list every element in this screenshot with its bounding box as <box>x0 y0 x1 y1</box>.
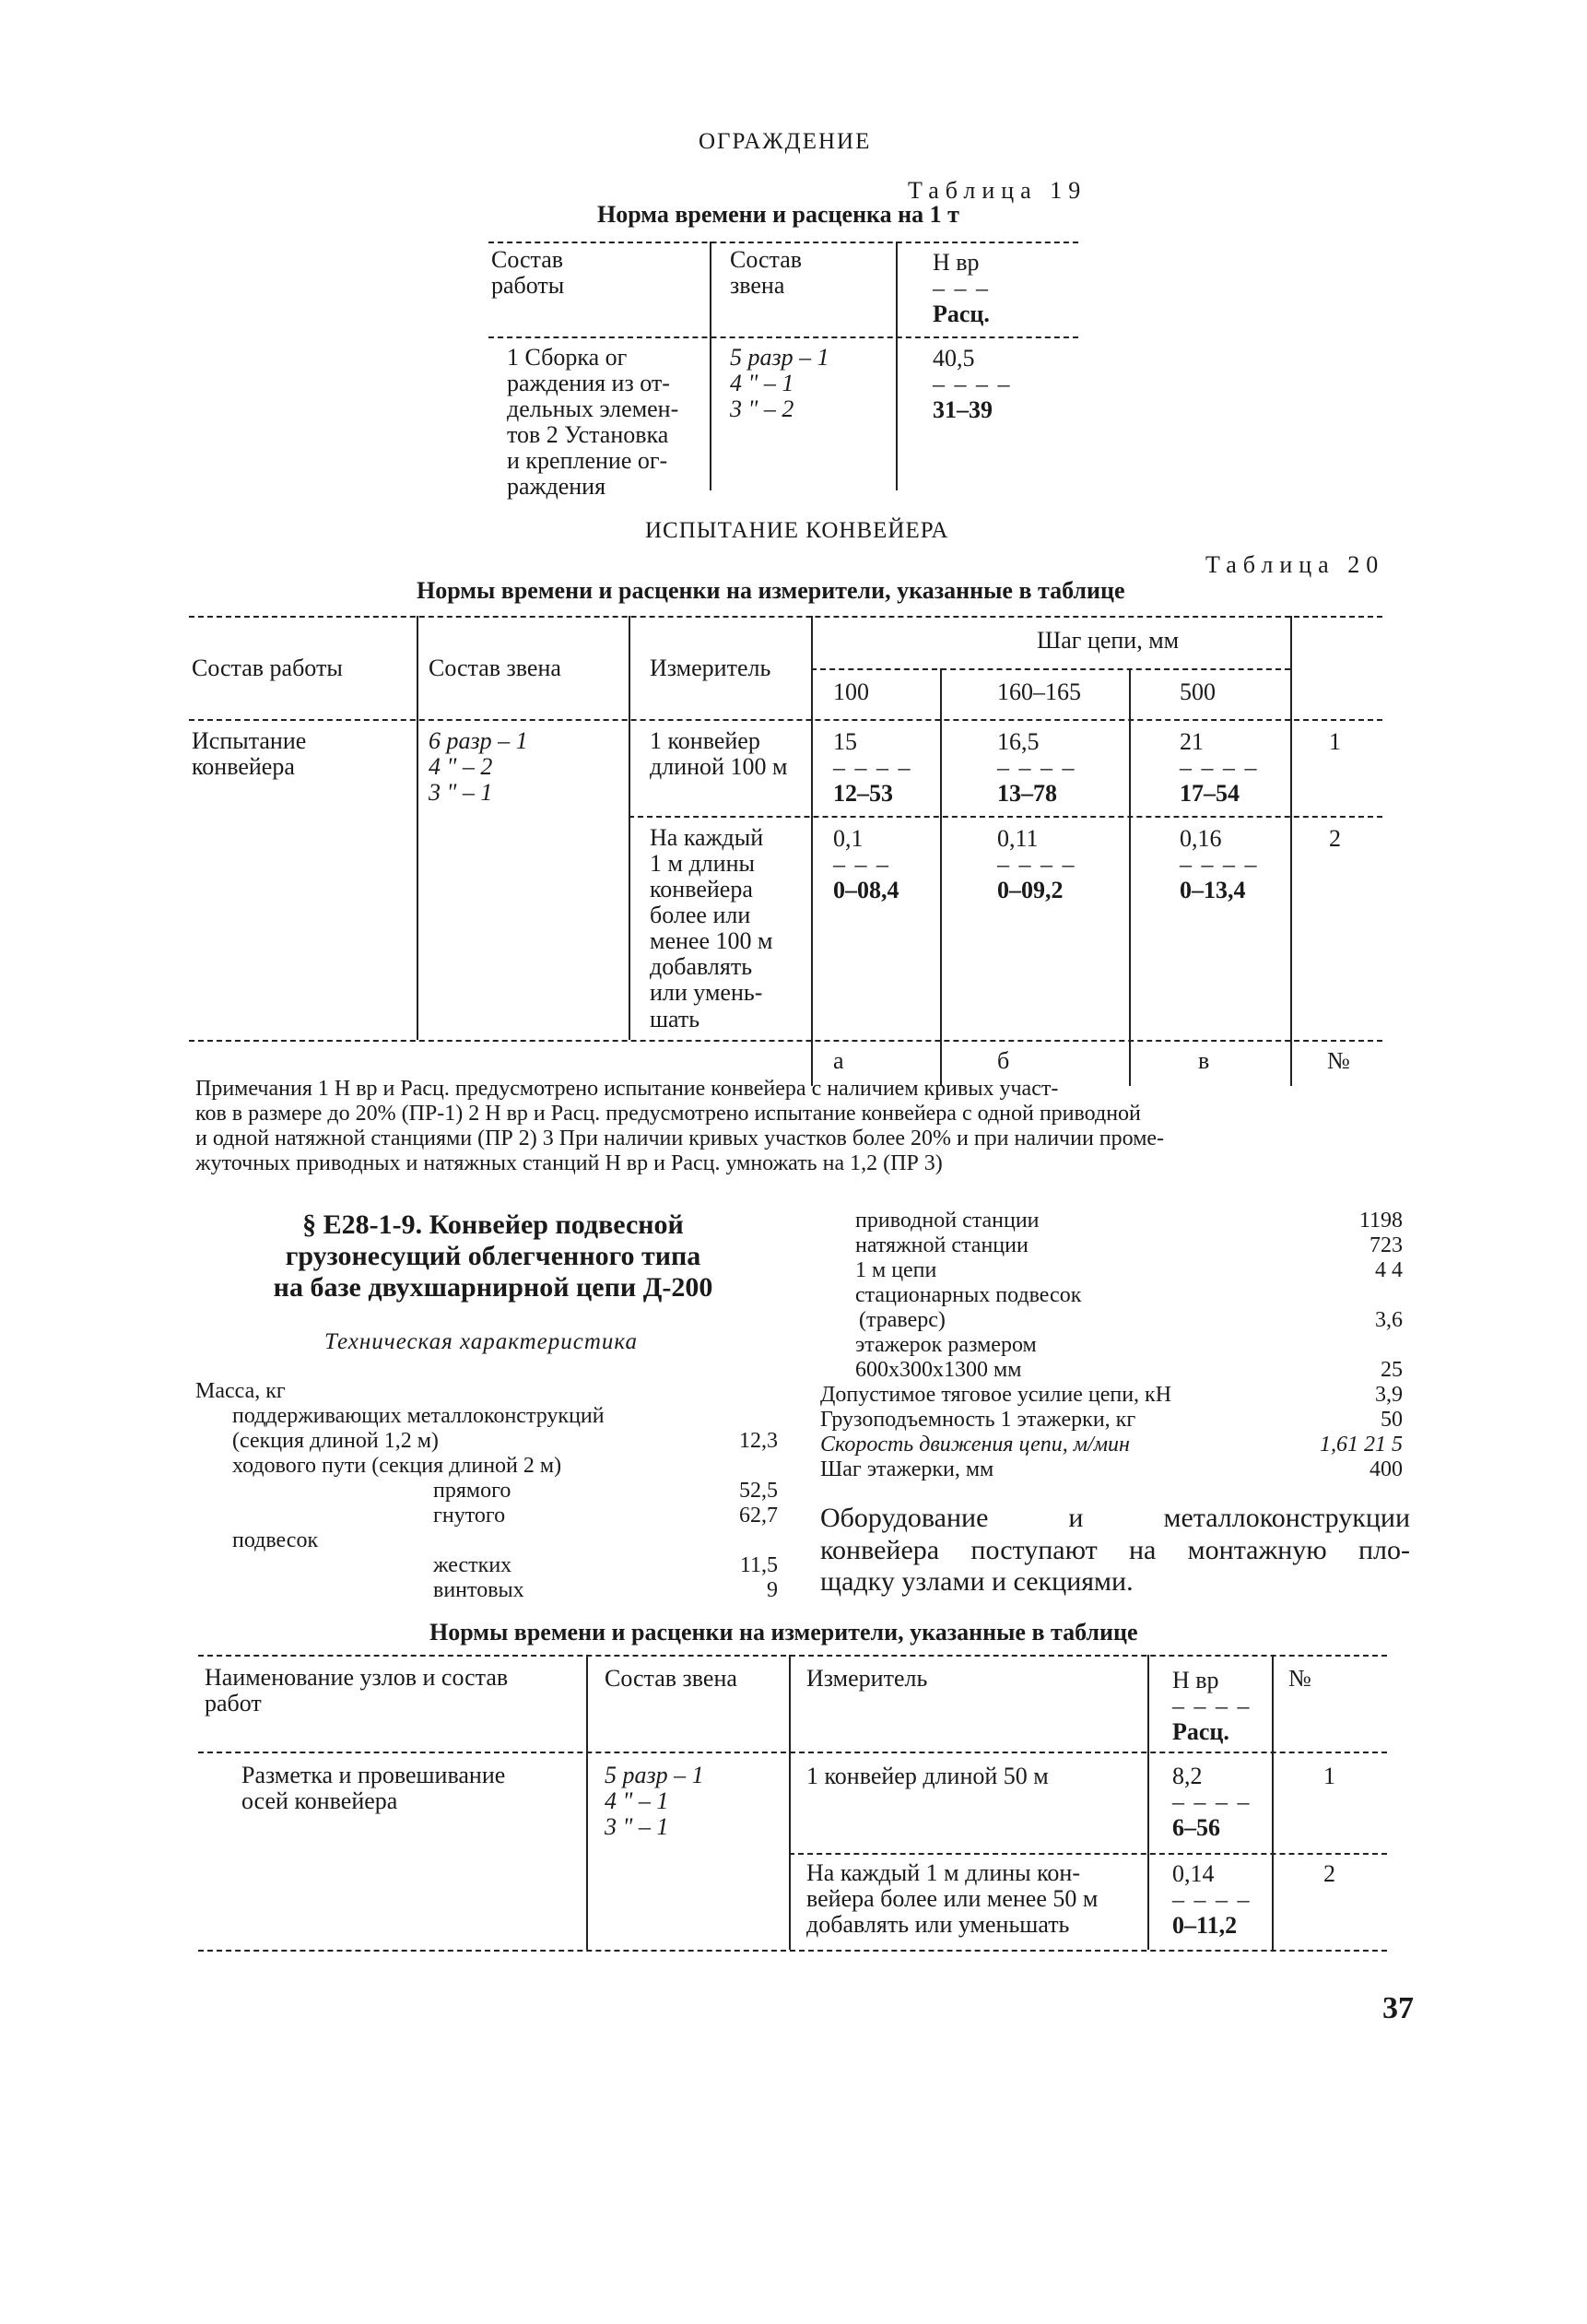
table-20-col-divider-6 <box>1290 616 1292 1086</box>
table-19-header-rule <box>488 336 1078 338</box>
table-19-rate-value: 31–39 <box>933 396 993 423</box>
table-20-row1-pitch100: 15 – – – – 12–53 <box>833 728 912 807</box>
spec-right-9-label: Скорость движения цепи, м/мин <box>820 1433 1130 1457</box>
table-20-pitch-160-165: 160–165 <box>997 678 1081 705</box>
spec-left-2-value: 12,3 <box>739 1429 778 1453</box>
table-19-row-values: 40,5 – – – – 31–39 <box>933 345 1012 423</box>
spec-left-3-label: ходового пути (секция длиной 2 м) <box>232 1454 562 1478</box>
table-20-row-rule <box>629 816 1382 818</box>
table-19-row-crew: 5 разр – 1 4 " – 1 3 " – 2 <box>730 344 829 423</box>
spec-right-7-value: 3,9 <box>1375 1383 1403 1407</box>
section-3-crew: 5 разр – 1 4 " – 1 3 " – 1 <box>605 1762 704 1841</box>
spec-right-7-label: Допустимое тяговое усилие цепи, кН <box>820 1383 1172 1407</box>
table-19-top-rule <box>488 242 1078 243</box>
section-3-header-number: № <box>1288 1665 1311 1692</box>
spec-right-2-label: 1 м цепи <box>855 1258 937 1282</box>
spec-left-8-label: винтовых <box>433 1578 524 1602</box>
table-20-row2-pitch500: 0,16 – – – – 0–13,4 <box>1180 825 1259 903</box>
section-3-table-divider-4 <box>1272 1655 1274 1950</box>
spec-right-5-label: этажерок размером <box>855 1333 1037 1357</box>
spec-right-4-label: (траверс) <box>859 1308 946 1332</box>
section-3-table-header-rule <box>198 1752 1387 1753</box>
table-19-col-divider-2 <box>896 242 898 490</box>
section-3-row2-number: 2 <box>1323 1860 1335 1887</box>
spec-right-3-label: стационарных подвесок <box>855 1283 1082 1307</box>
spec-left-0-label: Масса, кг <box>195 1379 286 1403</box>
section-3-row1-values: 8,2 – – – – 6–56 <box>1172 1763 1252 1841</box>
table-19-header-nvr: Н вр – – – Расц. <box>933 249 990 327</box>
spec-right-0-value: 1198 <box>1358 1209 1403 1233</box>
table-20-work: Испытание конвейера <box>192 727 307 781</box>
spec-right-6-value: 25 <box>1381 1358 1403 1382</box>
spec-right-10-value: 400 <box>1370 1457 1403 1481</box>
section-3-row2-meter: На каждый 1 м длины кон- вейера более или менее 50 м добавлять или уменьшать <box>806 1859 1099 1939</box>
spec-right-0-label: приводной станции <box>855 1209 1040 1233</box>
section-3-table-bottom-rule <box>198 1950 1387 1952</box>
spec-left-7-label: жестких <box>433 1553 512 1577</box>
section-heading-conveyor-test: ИСПЫТАНИЕ КОНВЕЙЕРА <box>645 518 949 543</box>
table-20-footer-b: б <box>997 1047 1010 1074</box>
table-20-row2-pitch160: 0,11 – – – – 0–09,2 <box>997 825 1076 903</box>
table-19-nvr-value: 40,5 <box>933 345 975 372</box>
table-20-header-chain-pitch: Шаг цепи, мм <box>1037 627 1180 654</box>
table-20-footer-v: в <box>1198 1047 1210 1074</box>
table-20-title: Нормы времени и расценки на измерители, указанные в таблице <box>417 577 1125 604</box>
assembly-paragraph: Оборудование и металлоконструкции конвейера поступают на монтажную пло- щадку узлами и секциями. <box>820 1503 1410 1597</box>
spec-heading: Техническая характеристика <box>324 1329 639 1354</box>
table-19-row-work: 1 Сборка ог раждения из от- дельных элемен- тов 2 Установка и крепление ог- раждения <box>507 344 679 501</box>
table-20-crew: 6 разр – 1 4 " – 2 3 " – 1 <box>429 727 528 807</box>
spec-left-4-label: прямого <box>433 1479 511 1503</box>
spec-left-5-label: гнутого <box>433 1504 506 1528</box>
table-20-footer-a: а <box>833 1047 844 1074</box>
spec-left-2-label: (секция длиной 1,2 м) <box>232 1429 439 1453</box>
table-20-row1-pitch500: 21 – – – – 17–54 <box>1180 728 1259 807</box>
table-20-col-divider-4 <box>940 668 942 1086</box>
section-3-row1-number: 1 <box>1323 1763 1335 1789</box>
section-3-table-divider-3 <box>1147 1655 1149 1950</box>
spec-right-10-label: Шаг этажерки, мм <box>820 1457 994 1481</box>
table-20-pitch-100: 100 <box>833 678 869 705</box>
table-20-footer-no: № <box>1327 1047 1350 1074</box>
spec-left-6-label: подвесок <box>232 1528 319 1552</box>
table-20-top-rule <box>189 616 1382 618</box>
spec-right-9-value: 1,61 21 5 <box>1320 1433 1403 1457</box>
table-19-title: Норма времени и расценка на 1 т <box>597 201 959 228</box>
table-19-header-work: Состав работы <box>491 246 565 300</box>
table-20-number: Таблица 20 <box>1205 551 1385 578</box>
spec-right-2-value: 4 4 <box>1375 1258 1403 1282</box>
spec-right-1-value: 723 <box>1370 1233 1403 1257</box>
table-19-header-crew: Состав звена <box>730 246 803 300</box>
table-20-header-rule <box>189 719 1382 721</box>
spec-left-4-value: 52,5 <box>739 1479 778 1503</box>
section-3-row1-meter: 1 конвейер длиной 50 м <box>806 1763 1049 1789</box>
section-3-header-work: Наименование узлов и состав работ <box>205 1664 509 1717</box>
table-20-col-divider-3 <box>811 616 813 1086</box>
section-3-table-divider-2 <box>789 1655 791 1950</box>
spec-right-8-label: Грузоподъемность 1 этажерки, кг <box>820 1408 1136 1432</box>
section-3-header-crew: Состав звена <box>605 1665 737 1692</box>
table-20-row2-number: 2 <box>1329 825 1341 852</box>
section-3-table-divider-1 <box>586 1655 588 1950</box>
table-20-header-crew: Состав звена <box>429 655 561 681</box>
spec-right-8-value: 50 <box>1381 1408 1403 1432</box>
page-number: 37 <box>1382 1991 1414 2025</box>
spec-right-6-label: 600x300x1300 мм <box>855 1358 1022 1382</box>
table-20-header-work: Состав работы <box>192 655 343 681</box>
spec-right-1-label: натяжной станции <box>855 1233 1029 1257</box>
spec-left-1-label: поддерживающих металлоконструкций <box>232 1404 605 1428</box>
table-20-bottom-rule <box>189 1040 1382 1042</box>
spec-left-7-value: 11,5 <box>739 1553 778 1577</box>
section-3-table-title: Нормы времени и расценки на измерители, указанные в таблице <box>429 1619 1138 1646</box>
section-3-work: Разметка и провешивание осей конвейера <box>241 1762 506 1815</box>
table-20-notes: Примечания 1 Н вр и Расц. предусмотрено испытание конвейера с наличием кривых участ- ков в размере до 20% (ПР-1) 2 Н вр и Расц. предусмотрено испытание конвейера с одной приводной и одной натяжной станциями (ПР 2) 3 При наличии кривых участков более 20% и при наличии проме- жуточных приводных и натяжных станций Н вр и Расц. умножать на 1,2 (ПР 3) <box>195 1077 1165 1176</box>
table-20-row2-meter: На каждый 1 м длины конвейера более или менее 100 м добавлять или умень- шать <box>650 824 773 1032</box>
table-20-row1-number: 1 <box>1329 728 1341 755</box>
section-3-header-nvr: Н вр – – – – Расц. <box>1172 1667 1252 1745</box>
table-20-col-divider-5 <box>1129 668 1131 1086</box>
table-20-row1-meter: 1 конвейер длиной 100 м <box>650 727 788 781</box>
table-20-pitch-rule <box>811 668 1290 670</box>
section-3-table-row-rule <box>789 1853 1387 1855</box>
spec-left-5-value: 62,7 <box>739 1504 778 1528</box>
table-20-header-meter: Измеритель <box>650 655 771 681</box>
table-20-row1-pitch160: 16,5 – – – – 13–78 <box>997 728 1076 807</box>
spec-right-4-value: 3,6 <box>1375 1308 1403 1332</box>
section-e28-1-9-title: § Е28-1-9. Конвейер подвесной грузонесущий облегченного типа на базе двухшарнирной цепи Д-200 <box>273 1209 713 1303</box>
table-19-number: Таблица 19 <box>908 177 1087 204</box>
table-20-row2-pitch100: 0,1 – – – 0–08,4 <box>833 825 899 903</box>
section-3-row2-values: 0,14 – – – – 0–11,2 <box>1172 1860 1252 1939</box>
spec-left-8-value: 9 <box>767 1578 778 1602</box>
section-3-header-meter: Измеритель <box>806 1665 928 1692</box>
table-20-pitch-500: 500 <box>1180 678 1216 705</box>
table-19-col-divider-1 <box>710 242 711 490</box>
table-20-col-divider-1 <box>417 616 418 1040</box>
section-heading-fencing: ОГРАЖДЕНИЕ <box>699 129 872 154</box>
section-3-table-top-rule <box>198 1655 1387 1657</box>
table-20-col-divider-2 <box>629 616 630 1040</box>
